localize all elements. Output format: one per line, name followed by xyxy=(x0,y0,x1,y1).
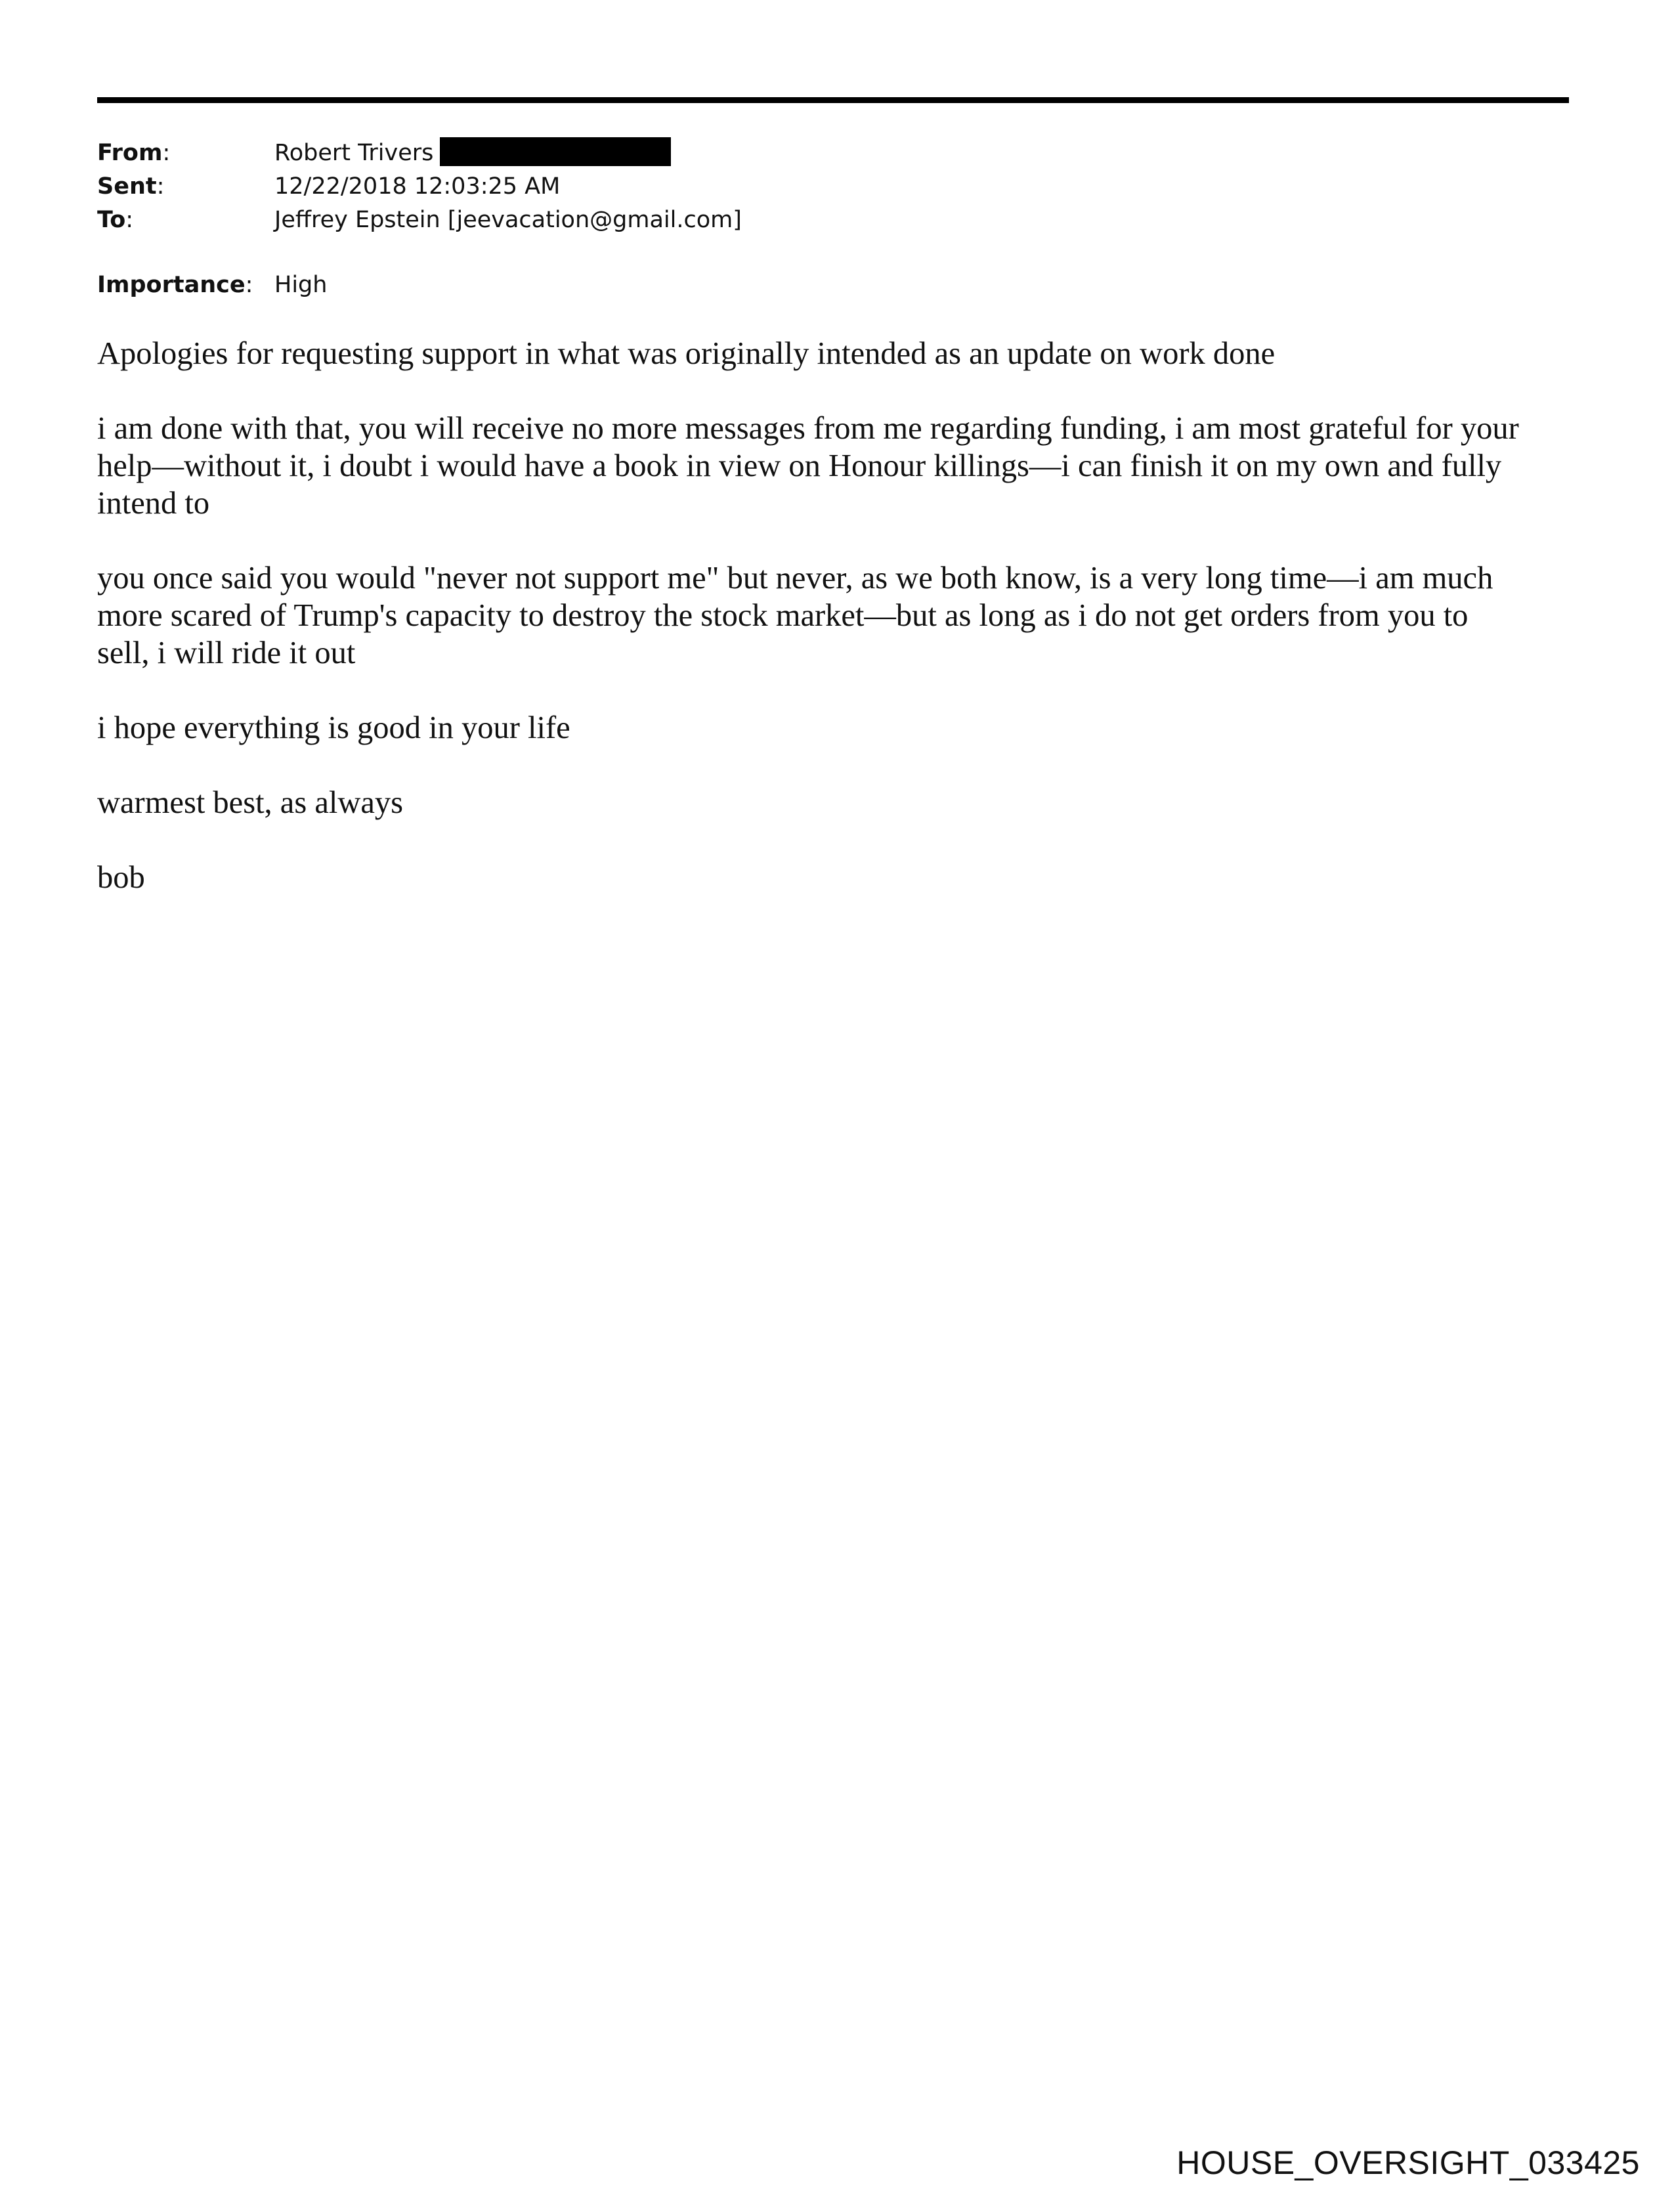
body-paragraph-2: i am done with that, you will receive no more messages from me regarding funding, i am most grateful for your help—without it, i doubt i would have a book in view on Honour killings—i can finish it on my own and fully intend to xyxy=(97,411,1519,521)
email-body xyxy=(97,335,1569,934)
sender-name: Robert Trivers xyxy=(274,140,434,166)
header-rule xyxy=(97,97,1569,103)
body-paragraph-4: i hope everything is good in your life xyxy=(97,710,570,745)
to-value: Jeffrey Epstein [jeevacation@gmail.com] xyxy=(274,207,742,233)
to-label: To: xyxy=(97,207,134,233)
redaction-block xyxy=(440,137,671,166)
body-paragraph-5: warmest best, as always xyxy=(97,785,404,820)
body-paragraph-3: you once said you would "never not support me" but never, as we both know, is a very long time—i am much more scared of Trump's capacity to destroy the stock market—but as long as i do not get orders from you to sell, i will ride it out xyxy=(97,561,1493,670)
sent-label: Sent: xyxy=(97,173,165,200)
from-label: From: xyxy=(97,140,171,166)
signature: bob xyxy=(97,860,145,895)
bates-number: HOUSE_OVERSIGHT_033425 xyxy=(1176,2144,1640,2181)
importance-label: Importance: xyxy=(97,272,253,298)
sent-value: 12/22/2018 12:03:25 AM xyxy=(274,173,561,200)
body-paragraph-1: Apologies for requesting support in what was originally intended as an update on work done xyxy=(97,336,1276,371)
importance-value: High xyxy=(274,272,328,298)
from-value xyxy=(274,137,671,170)
